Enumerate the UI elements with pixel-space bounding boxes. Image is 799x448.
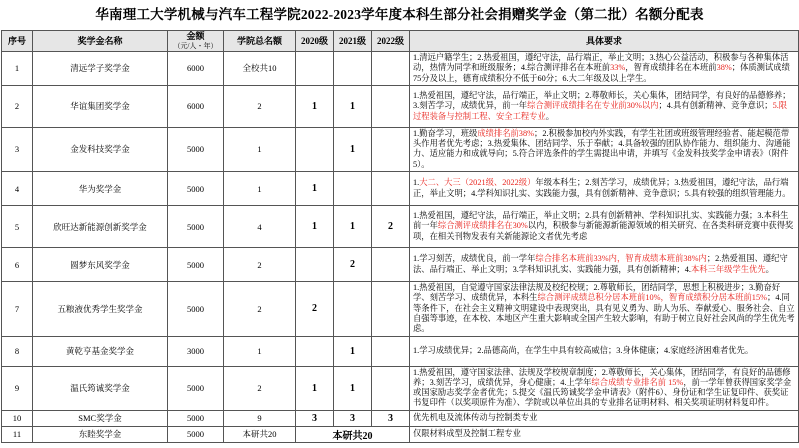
highlighted-requirement: 33% <box>610 63 626 73</box>
quota-2022 <box>372 336 410 366</box>
quota-2020: 1 <box>296 172 334 206</box>
grade-quota-merged: 本研共20 <box>296 426 410 442</box>
total-quota-cell: 本研共20 <box>224 426 296 442</box>
header-2022: 2022级 <box>372 31 410 52</box>
requirement-text: 1.热爱祖国，遵纪守法，品行端正，举止文明；2.具有创新精神、学科知识扎实、实践能力强；3.本科生前一年 <box>413 211 789 231</box>
requirement-text: ；4.具有创新精神、竞争意识； <box>658 101 773 111</box>
header-index: 序号 <box>2 31 33 52</box>
requirement-text: ；体质测试成绩75分及以上，德育成绩积分不低于60分；6.大二年级及以上学生。 <box>413 63 790 83</box>
quota-2021: 1 <box>334 366 372 410</box>
quota-2021: 3 <box>334 410 372 426</box>
quota-2021 <box>334 52 372 86</box>
requirement-text: 优先机电及流体传动与控制类专业 <box>413 413 538 423</box>
header-amount-unit: （元/人・年） <box>173 42 218 50</box>
requirement-text: 1.热爱祖国，遵纪守法，品行端正，举止文明；2.尊敬师长，关心集体，团结同学，有良好的品德修养；3.刻苦学习，成绩优异，前一年 <box>413 90 791 111</box>
quota-2022 <box>372 366 410 410</box>
quota-2020: 2 <box>296 282 334 336</box>
requirements-cell <box>410 206 799 248</box>
quota-2022: 3 <box>372 410 410 426</box>
requirements-cell <box>410 127 799 171</box>
quota-2020 <box>296 336 334 366</box>
scholarship-name: 华为奖学金 <box>33 172 168 206</box>
requirement-text: ；2.积极参加校内外实践，有学生社团或班级管理经验者、能起模范带头作用者优先考虑；3.热爱集体、团结同学、乐于奉献；4.具备较强的团队协作能力、组织能力、沟通能力、适应能力和成就导向；5.符合评选条件的学生需提出申请，并填写《金发科技奖学金申请表》（附件5）。 <box>413 128 791 169</box>
table-row <box>2 85 799 127</box>
requirement-text: ，前一学年曾获得国家奖学金或国家励志奖学金者优先；5.提交《温氏筠诚奖学金申请表》（附件6）、身份证和学生证复印件、获奖证书复印件（以奖项原件为准）、学院或以单位出具的专业排名证明材料、相关奖项证明材料复印件。 <box>413 377 792 408</box>
requirement-text: 年级本科生；2.刻苦学习，成绩优异；3.热爱祖国，遵纪守法，品行端正，举止文明；4.学科知识扎实、实践能力强，具有创新精神、竞争意识；5.具有较强的组织管理能力。 <box>413 178 791 198</box>
table-row <box>2 282 799 336</box>
row-index: 11 <box>2 426 33 442</box>
amount-cell: 5000 <box>168 248 224 282</box>
scholarship-name: 华谊集团奖学金 <box>33 85 168 127</box>
highlighted-requirement: 大二、大三（2021级、2022级） <box>419 178 536 188</box>
requirement-text: 。 <box>545 111 555 121</box>
row-index: 6 <box>2 248 33 282</box>
highlighted-requirement: 成绩排名前38% <box>477 128 535 138</box>
scholarship-name: 黄乾亨基金奖学金 <box>33 336 168 366</box>
highlighted-requirement: 综合测评成绩排名在专业前30%以内 <box>527 101 659 111</box>
row-index: 4 <box>2 172 33 206</box>
requirement-text: 。 <box>765 264 774 274</box>
table-row <box>2 336 799 366</box>
quota-2020: 1 <box>296 366 334 410</box>
row-index: 8 <box>2 336 33 366</box>
scholarship-name: 五粮液优秀学生奖学金 <box>33 282 168 336</box>
scholarship-name: 温氏筠诚奖学金 <box>33 366 168 410</box>
total-quota-cell: 1 <box>224 127 296 171</box>
quota-2020 <box>296 52 334 86</box>
scholarship-name: 金发科技奖学金 <box>33 127 168 171</box>
header-2021: 2021级 <box>334 31 372 52</box>
table-row <box>2 127 799 171</box>
header-name: 奖学金名称 <box>33 31 168 52</box>
amount-cell: 5000 <box>168 426 224 442</box>
header-amount <box>168 31 224 52</box>
table-row <box>2 172 799 206</box>
quota-2020: 3 <box>296 410 334 426</box>
requirement-text: ；2.热爱祖国、遵纪守法、品行端正、举止文明；3.学科知识扎实、实践能力强，具有创新精神；4. <box>413 254 788 274</box>
table-row <box>2 366 799 410</box>
quota-2020: 1 <box>296 206 334 248</box>
scholarship-name: 圆梦东风奖学金 <box>33 248 168 282</box>
requirements-cell <box>410 410 799 426</box>
table-row <box>2 248 799 282</box>
total-quota-cell: 2 <box>224 366 296 410</box>
quota-2021 <box>334 282 372 336</box>
amount-cell: 5000 <box>168 206 224 248</box>
total-quota-cell: 全校共10 <box>224 52 296 86</box>
row-index: 2 <box>2 85 33 127</box>
highlighted-requirement: 综合排名本班前33%内，智育成绩本班前38%内 <box>535 254 707 264</box>
highlighted-requirement: 5.限过程装备与控制工程、安全工程专业 <box>413 101 788 121</box>
amount-cell: 3000 <box>168 336 224 366</box>
quota-2021 <box>334 172 372 206</box>
table-row <box>2 52 799 86</box>
quota-2022 <box>372 248 410 282</box>
page-title: 华南理工大学机械与汽车工程学院2022-2023学年度本科生部分社会捐赠奖学金（第二批）名额分配表 <box>95 7 704 22</box>
header-total: 学院总名额 <box>224 31 296 52</box>
total-quota-cell: 2 <box>224 282 296 336</box>
row-index: 5 <box>2 206 33 248</box>
highlighted-requirement: 综合成绩专业排名前 15% <box>591 377 684 387</box>
row-index: 3 <box>2 127 33 171</box>
quota-2020 <box>296 127 334 171</box>
header-row <box>2 31 799 52</box>
requirement-text: 1.学习刻苦，成绩优良，前一学年 <box>413 254 536 264</box>
quota-2022 <box>372 127 410 171</box>
requirements-cell <box>410 52 799 86</box>
scholarship-name: 东睦奖学金 <box>33 426 168 442</box>
highlighted-requirement: 综合测评成绩总积分居本班前10%，智育成绩积分居本班前15% <box>537 293 768 303</box>
amount-cell: 5000 <box>168 127 224 171</box>
quota-2021: 2 <box>334 248 372 282</box>
total-quota-cell: 2 <box>224 248 296 282</box>
total-quota-cell: 1 <box>224 336 296 366</box>
quota-2022: 2 <box>372 206 410 248</box>
total-quota-cell: 9 <box>224 410 296 426</box>
amount-cell: 5000 <box>168 410 224 426</box>
quota-2022 <box>372 52 410 86</box>
quota-2021: 1 <box>334 85 372 127</box>
quota-2022 <box>372 172 410 206</box>
scholarship-name: SMC奖学金 <box>33 410 168 426</box>
row-index: 7 <box>2 282 33 336</box>
header-2020: 2020级 <box>296 31 334 52</box>
quota-2020: 1 <box>296 85 334 127</box>
total-quota-cell: 2 <box>224 85 296 127</box>
requirement-text: 1. <box>413 178 420 188</box>
requirement-text: ，智育成绩排名在本班前 <box>625 63 717 73</box>
total-quota-cell: 1 <box>224 172 296 206</box>
row-index: 1 <box>2 52 33 86</box>
quota-2022 <box>372 85 410 127</box>
requirement-text: 仅限材料成型及控制工程专业 <box>413 429 521 439</box>
quota-table <box>1 30 799 443</box>
requirement-text: 1.清远户籍学生；2.热爱祖国，遵纪守法，品行端正，举止文明；3.热心公益活动，积极参与各种集体活动，热情为同学和班级服务；4.综合测评排名在本班前 <box>413 53 789 73</box>
quota-2021: 1 <box>334 127 372 171</box>
requirements-cell <box>410 248 799 282</box>
amount-cell: 5000 <box>168 282 224 336</box>
quota-2020 <box>296 248 334 282</box>
requirements-cell <box>410 336 799 366</box>
row-index: 10 <box>2 410 33 426</box>
highlighted-requirement: 本科三年级学生优先 <box>690 264 766 274</box>
amount-cell: 6000 <box>168 52 224 86</box>
amount-cell: 5000 <box>168 366 224 410</box>
highlighted-requirement: 综合测评成绩排名在30% <box>437 221 528 231</box>
requirement-text: 以内，积极参与新能源新能源领域的相关研究、在各类科研竞赛中获得奖项，在相关刊物发表有关新能源论文者优先考虑 <box>413 221 794 241</box>
requirement-text: 1.学习成绩优异；2.品德高尚，在学生中具有较高威信；3.身体健康；4.家庭经济困难者优先。 <box>413 345 754 355</box>
table-row <box>2 410 799 426</box>
header-requirements: 具体要求 <box>410 31 799 52</box>
scholarship-name: 欣旺达新能源创新奖学金 <box>33 206 168 248</box>
requirements-cell <box>410 366 799 410</box>
quota-2022 <box>372 282 410 336</box>
table-row <box>2 426 799 442</box>
requirements-cell <box>410 172 799 206</box>
requirement-text: ；4.同等条件下，在社会主义精神文明建设中表现突出，具有见义勇为、助人为乐、奉献爱心、服务社会、自立自强等事迹，在本校、本地区产生重大影响或全国产生较大影响，有助于树立良好社会风尚的学生优先考虑。 <box>413 293 795 334</box>
total-quota-cell: 4 <box>224 206 296 248</box>
requirement-text: 1.热爱祖国，遵守国家法律、法规及学校规章制度；2.尊敬师长，关心集体，团结同学，有良好的品德修养；3.刻苦学习，成绩优异，身心健康；4.上学年 <box>413 367 791 387</box>
amount-cell: 5000 <box>168 172 224 206</box>
row-index: 9 <box>2 366 33 410</box>
table-row <box>2 206 799 248</box>
highlighted-requirement: 38% <box>716 63 732 73</box>
scholarship-name: 清远学子奖学金 <box>33 52 168 86</box>
quota-2021: 1 <box>334 206 372 248</box>
requirements-cell <box>410 282 799 336</box>
requirements-cell <box>410 426 799 442</box>
requirement-text: 1.热爱祖国，自觉遵守国家法律法规及校纪校规；2.尊敬师长，团结同学，思想上积极进步；3.勤奋好学、刻苦学习、成绩优异，本科生 <box>413 283 781 303</box>
requirement-text: 1.勤奋学习，班级 <box>413 128 478 138</box>
requirements-cell <box>410 85 799 127</box>
quota-2021: 1 <box>334 336 372 366</box>
header-amount-label: 金额 <box>186 31 205 41</box>
amount-cell: 6000 <box>168 85 224 127</box>
